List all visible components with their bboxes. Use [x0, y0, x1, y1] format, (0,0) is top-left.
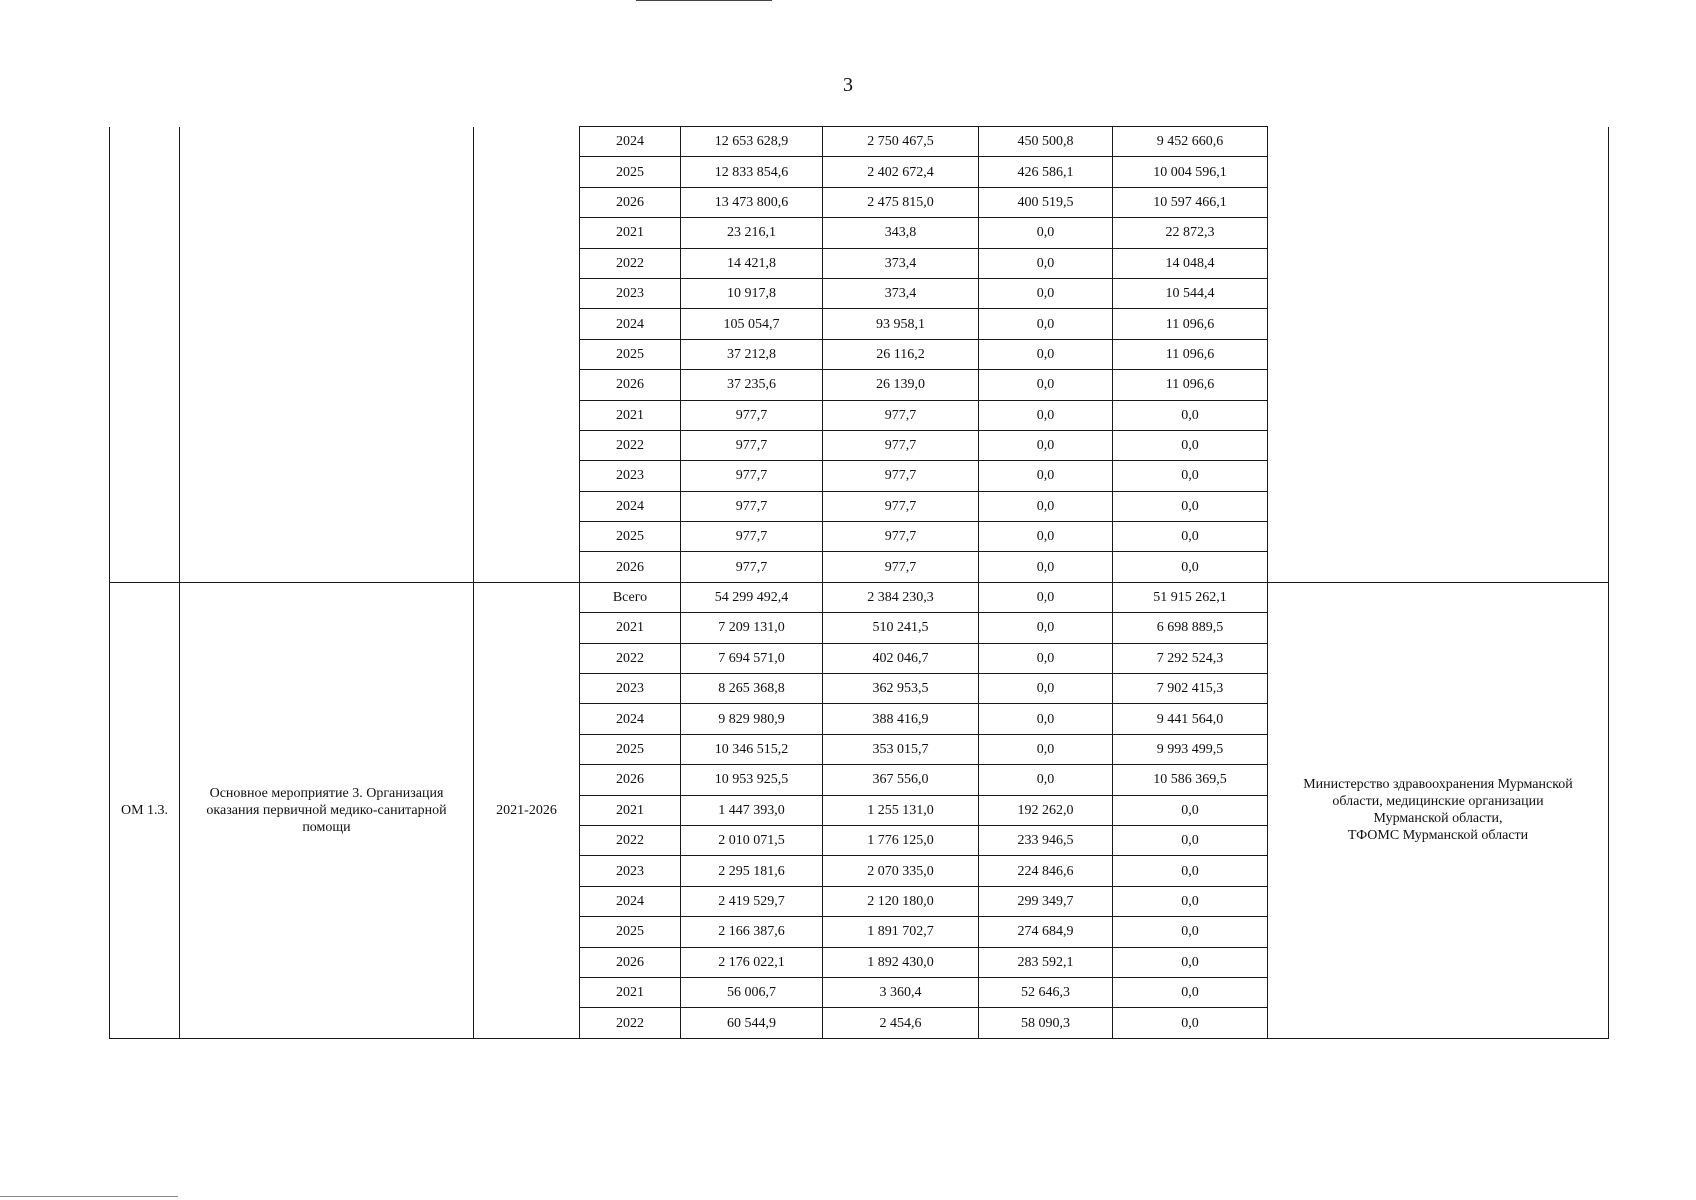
other-sources-cell: 9 452 660,6 [1113, 127, 1268, 157]
other-sources-cell: 22 872,3 [1113, 218, 1268, 248]
year-cell: 2024 [580, 886, 681, 916]
year-cell: 2025 [580, 522, 681, 552]
other-sources-cell: 10 544,4 [1113, 278, 1268, 308]
executor-line: Министерство здравоохранения Мурманской [1303, 777, 1573, 793]
total-cell: 23 216,1 [681, 218, 823, 248]
year-cell: 2021 [580, 795, 681, 825]
total-cell: 977,7 [681, 552, 823, 582]
total-cell: 977,7 [681, 491, 823, 521]
federal-budget-cell: 0,0 [979, 704, 1113, 734]
federal-budget-cell: 0,0 [979, 430, 1113, 460]
measure-executor [1268, 582, 1609, 1038]
other-sources-cell: 51 915 262,1 [1113, 582, 1268, 612]
regional-budget-cell: 510 241,5 [823, 613, 979, 643]
regional-budget-cell: 26 116,2 [823, 339, 979, 369]
regional-budget-cell: 3 360,4 [823, 977, 979, 1007]
total-cell: 7 694 571,0 [681, 643, 823, 673]
other-sources-cell: 0,0 [1113, 430, 1268, 460]
other-sources-cell: 9 441 564,0 [1113, 704, 1268, 734]
year-cell: 2025 [580, 734, 681, 764]
other-sources-cell: 0,0 [1113, 491, 1268, 521]
federal-budget-cell: 224 846,6 [979, 856, 1113, 886]
other-sources-cell: 0,0 [1113, 886, 1268, 916]
federal-budget-cell: 0,0 [979, 218, 1113, 248]
federal-budget-cell: 426 586,1 [979, 157, 1113, 187]
federal-budget-cell: 0,0 [979, 765, 1113, 795]
continued-period-cell [474, 127, 580, 583]
continued-executor-cell [1268, 127, 1609, 583]
other-sources-cell: 10 004 596,1 [1113, 157, 1268, 187]
total-cell: 10 346 515,2 [681, 734, 823, 764]
total-cell: 54 299 492,4 [681, 582, 823, 612]
year-cell: 2021 [580, 400, 681, 430]
federal-budget-cell: 0,0 [979, 339, 1113, 369]
federal-budget-cell: 299 349,7 [979, 886, 1113, 916]
federal-budget-cell: 233 946,5 [979, 825, 1113, 855]
year-cell: 2023 [580, 278, 681, 308]
other-sources-cell: 0,0 [1113, 795, 1268, 825]
other-sources-cell: 0,0 [1113, 461, 1268, 491]
regional-budget-cell: 373,4 [823, 248, 979, 278]
total-cell: 1 447 393,0 [681, 795, 823, 825]
year-cell: 2025 [580, 157, 681, 187]
year-cell: Всего [580, 582, 681, 612]
other-sources-cell: 0,0 [1113, 917, 1268, 947]
federal-budget-cell: 0,0 [979, 643, 1113, 673]
year-cell: 2024 [580, 491, 681, 521]
other-sources-cell: 7 292 524,3 [1113, 643, 1268, 673]
total-cell: 7 209 131,0 [681, 613, 823, 643]
regional-budget-cell: 402 046,7 [823, 643, 979, 673]
year-cell: 2025 [580, 339, 681, 369]
executor-line: Мурманской области, [1373, 811, 1503, 827]
federal-budget-cell: 0,0 [979, 461, 1113, 491]
total-cell: 2 419 529,7 [681, 886, 823, 916]
year-cell: 2024 [580, 309, 681, 339]
federal-budget-cell: 0,0 [979, 491, 1113, 521]
regional-budget-cell: 1 891 702,7 [823, 917, 979, 947]
other-sources-cell: 0,0 [1113, 947, 1268, 977]
total-cell: 8 265 368,8 [681, 674, 823, 704]
total-cell: 10 917,8 [681, 278, 823, 308]
total-cell: 13 473 800,6 [681, 187, 823, 217]
other-sources-cell: 0,0 [1113, 522, 1268, 552]
regional-budget-cell: 388 416,9 [823, 704, 979, 734]
total-cell: 37 212,8 [681, 339, 823, 369]
regional-budget-cell: 93 958,1 [823, 309, 979, 339]
other-sources-cell: 0,0 [1113, 856, 1268, 886]
regional-budget-cell: 1 255 131,0 [823, 795, 979, 825]
continued-code-cell [110, 127, 180, 583]
regional-budget-cell: 977,7 [823, 522, 979, 552]
year-cell: 2023 [580, 674, 681, 704]
year-cell: 2022 [580, 248, 681, 278]
executor-line: области, медицинские организации [1332, 794, 1544, 810]
year-cell: 2025 [580, 917, 681, 947]
other-sources-cell: 11 096,6 [1113, 309, 1268, 339]
year-cell: 2022 [580, 1008, 681, 1038]
regional-budget-cell: 977,7 [823, 430, 979, 460]
other-sources-cell: 11 096,6 [1113, 339, 1268, 369]
federal-budget-cell: 0,0 [979, 248, 1113, 278]
federal-budget-cell: 0,0 [979, 674, 1113, 704]
federal-budget-cell: 0,0 [979, 278, 1113, 308]
other-sources-cell: 11 096,6 [1113, 370, 1268, 400]
federal-budget-cell: 0,0 [979, 370, 1113, 400]
total-cell: 2 295 181,6 [681, 856, 823, 886]
table-row [110, 582, 1609, 612]
federal-budget-cell: 0,0 [979, 734, 1113, 764]
federal-budget-cell: 0,0 [979, 613, 1113, 643]
regional-budget-cell: 367 556,0 [823, 765, 979, 795]
total-cell: 2 010 071,5 [681, 825, 823, 855]
year-cell: 2022 [580, 825, 681, 855]
regional-budget-cell: 362 953,5 [823, 674, 979, 704]
regional-budget-cell: 373,4 [823, 278, 979, 308]
table-row [110, 127, 1609, 157]
total-cell: 10 953 925,5 [681, 765, 823, 795]
regional-budget-cell: 2 402 672,4 [823, 157, 979, 187]
year-cell: 2021 [580, 218, 681, 248]
other-sources-cell: 7 902 415,3 [1113, 674, 1268, 704]
year-cell: 2026 [580, 552, 681, 582]
other-sources-cell: 14 048,4 [1113, 248, 1268, 278]
regional-budget-cell: 1 776 125,0 [823, 825, 979, 855]
page-number: 3 [843, 74, 853, 96]
other-sources-cell: 0,0 [1113, 552, 1268, 582]
regional-budget-cell: 977,7 [823, 552, 979, 582]
federal-budget-cell: 0,0 [979, 309, 1113, 339]
regional-budget-cell: 977,7 [823, 461, 979, 491]
total-cell: 14 421,8 [681, 248, 823, 278]
year-cell: 2023 [580, 461, 681, 491]
regional-budget-cell: 2 384 230,3 [823, 582, 979, 612]
year-cell: 2026 [580, 187, 681, 217]
other-sources-cell: 0,0 [1113, 977, 1268, 1007]
total-cell: 9 829 980,9 [681, 704, 823, 734]
federal-budget-cell: 283 592,1 [979, 947, 1113, 977]
federal-budget-cell: 192 262,0 [979, 795, 1113, 825]
other-sources-cell: 10 597 466,1 [1113, 187, 1268, 217]
year-cell: 2023 [580, 856, 681, 886]
year-cell: 2026 [580, 370, 681, 400]
total-cell: 977,7 [681, 400, 823, 430]
other-sources-cell: 0,0 [1113, 1008, 1268, 1038]
federal-budget-cell: 0,0 [979, 400, 1113, 430]
total-cell: 2 166 387,6 [681, 917, 823, 947]
regional-budget-cell: 2 475 815,0 [823, 187, 979, 217]
year-cell: 2026 [580, 765, 681, 795]
executor-line: ТФОМС Мурманской области [1347, 828, 1529, 844]
total-cell: 105 054,7 [681, 309, 823, 339]
federal-budget-cell: 0,0 [979, 582, 1113, 612]
total-cell: 977,7 [681, 461, 823, 491]
measure-code: ОМ 1.3. [110, 582, 180, 1038]
year-cell: 2021 [580, 613, 681, 643]
regional-budget-cell: 26 139,0 [823, 370, 979, 400]
bottom-scan-mark [0, 1196, 178, 1197]
total-cell: 12 833 854,6 [681, 157, 823, 187]
federal-budget-cell: 58 090,3 [979, 1008, 1113, 1038]
year-cell: 2024 [580, 704, 681, 734]
total-cell: 977,7 [681, 522, 823, 552]
other-sources-cell: 10 586 369,5 [1113, 765, 1268, 795]
total-cell: 37 235,6 [681, 370, 823, 400]
measure-period: 2021-2026 [474, 582, 580, 1038]
regional-budget-cell: 2 070 335,0 [823, 856, 979, 886]
year-cell: 2022 [580, 643, 681, 673]
federal-budget-cell: 0,0 [979, 552, 1113, 582]
federal-budget-cell: 0,0 [979, 522, 1113, 552]
federal-budget-cell: 52 646,3 [979, 977, 1113, 1007]
other-sources-cell: 6 698 889,5 [1113, 613, 1268, 643]
federal-budget-cell: 274 684,9 [979, 917, 1113, 947]
total-cell: 2 176 022,1 [681, 947, 823, 977]
year-cell: 2024 [580, 127, 681, 157]
other-sources-cell: 9 993 499,5 [1113, 734, 1268, 764]
funding-table [109, 126, 1609, 1039]
federal-budget-cell: 450 500,8 [979, 127, 1113, 157]
regional-budget-cell: 353 015,7 [823, 734, 979, 764]
total-cell: 60 544,9 [681, 1008, 823, 1038]
regional-budget-cell: 343,8 [823, 218, 979, 248]
year-cell: 2021 [580, 977, 681, 1007]
total-cell: 12 653 628,9 [681, 127, 823, 157]
other-sources-cell: 0,0 [1113, 825, 1268, 855]
regional-budget-cell: 2 120 180,0 [823, 886, 979, 916]
regional-budget-cell: 1 892 430,0 [823, 947, 979, 977]
other-sources-cell: 0,0 [1113, 400, 1268, 430]
year-cell: 2022 [580, 430, 681, 460]
federal-budget-cell: 400 519,5 [979, 187, 1113, 217]
year-cell: 2026 [580, 947, 681, 977]
regional-budget-cell: 977,7 [823, 491, 979, 521]
total-cell: 977,7 [681, 430, 823, 460]
total-cell: 56 006,7 [681, 977, 823, 1007]
continued-name-cell [180, 127, 474, 583]
regional-budget-cell: 2 454,6 [823, 1008, 979, 1038]
table-body [110, 127, 1609, 1039]
top-scan-rule [636, 0, 772, 2]
regional-budget-cell: 977,7 [823, 400, 979, 430]
measure-name: Основное мероприятие 3. Организация оказания первичной медико-санитарной помощи [180, 582, 474, 1038]
regional-budget-cell: 2 750 467,5 [823, 127, 979, 157]
